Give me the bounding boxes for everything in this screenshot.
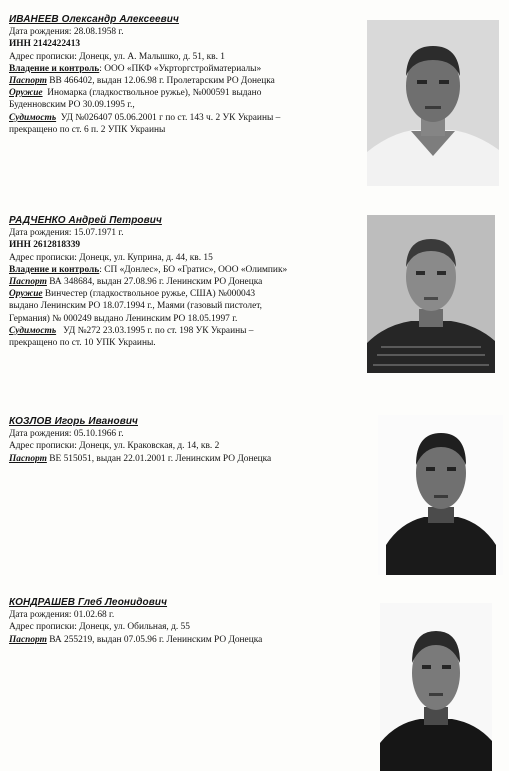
weapon-label: Оружие — [9, 289, 43, 300]
person-3-details — [9, 416, 354, 465]
weapon-value-cont: Буденновским РО 30.09.1995 г., — [9, 100, 135, 111]
person-record-1 — [0, 0, 509, 195]
weapon-label: Оружие — [9, 88, 43, 99]
control-label: Владение и контроль — [9, 264, 100, 275]
person-1-name: ИВАНЕЕВ Олександр Алексеевич — [9, 14, 179, 25]
person-1-photo — [367, 20, 499, 186]
person-2-details — [9, 215, 354, 349]
inn-label: ИНН — [9, 39, 31, 50]
person-4-photo — [380, 603, 492, 771]
dob-label: Дата рождения: — [9, 228, 72, 239]
dob-value: 01.02.68 г. — [73, 610, 115, 621]
weapon-value-cont-2: Германия) № 000249 выдано Ленинским РО 18.05.1997 г. — [9, 313, 238, 324]
record-value: УД №026407 05.06.2001 г по ст. 143 ч. 2 УК Украины – — [60, 112, 281, 123]
person-1-details — [9, 14, 354, 136]
person-4-details — [9, 597, 354, 646]
dob-value: 28.08.1958 г. — [73, 27, 124, 38]
record-value-cont: прекращено по ст. 10 УПК Украины. — [9, 338, 156, 349]
address-value: Донецк, ул. А. Малышко, д. 51, кв. 1 — [79, 51, 225, 62]
passport-value: ВА 348684, выдан 27.08.96 г. Ленинским РО Донецка — [49, 277, 263, 288]
address-value: Донецк, ул. Краковская, д. 14, кв. 2 — [79, 441, 220, 452]
address-value: Донецк, ул. Куприна, д. 44, кв. 15 — [79, 252, 213, 263]
person-record-3 — [0, 390, 509, 575]
weapon-value: Иномарка (гладкоствольное ружье), №000591 выдано — [47, 88, 262, 99]
passport-label: Паспорт — [9, 634, 47, 645]
inn-label: ИНН — [9, 240, 31, 251]
weapon-value: Винчестер (гладкоствольное ружье, США) №000043 — [44, 289, 256, 300]
dob-label: Дата рождения: — [9, 429, 72, 440]
person-3-photo — [378, 415, 503, 575]
passport-value: ВА 255219, выдан 07.05.96 г. Ленинским РО Донецка — [49, 634, 263, 645]
inn-value: 2142422413 — [33, 39, 81, 50]
record-label: Судимость — [9, 325, 57, 336]
address-label: Адрес прописки: — [9, 622, 77, 633]
inn-value: 2612818339 — [33, 240, 81, 251]
address-value: Донецк, ул. Обильная, д. 55 — [79, 622, 190, 633]
dob-value: 05.10.1966 г. — [73, 429, 124, 440]
dob-label: Дата рождения: — [9, 27, 72, 38]
person-3-name: КОЗЛОВ Игорь Иванович — [9, 416, 138, 427]
record-value-cont: прекращено по ст. 6 п. 2 УПК Украины — [9, 124, 166, 135]
control-label: Владение и контроль — [9, 63, 100, 74]
control-value: : ООО «ПКФ «Укрторгстройматериалы» — [99, 63, 262, 74]
address-label: Адрес прописки: — [9, 51, 77, 62]
dob-value: 15.07.1971 г. — [73, 228, 124, 239]
weapon-value-cont: выдано Ленинским РО 18.07.1994 г., Маями (газовый пистолет, — [9, 301, 262, 312]
person-record-2 — [0, 195, 509, 390]
passport-label: Паспорт — [9, 277, 47, 288]
record-label: Судимость — [9, 112, 57, 123]
person-record-4 — [0, 575, 509, 771]
record-value: УД №272 23.03.1995 г. по ст. 198 УК Украины – — [63, 325, 254, 336]
person-4-name: КОНДРАШЕВ Глеб Леонидович — [9, 597, 168, 608]
address-label: Адрес прописки: — [9, 441, 77, 452]
passport-value: ВВ 466402, выдан 12.06.98 г. Пролетарским РО Донецка — [49, 76, 275, 87]
passport-label: Паспорт — [9, 76, 47, 87]
person-2-photo — [367, 215, 495, 373]
person-2-name: РАДЧЕНКО Андрей Петрович — [9, 215, 162, 226]
dob-label: Дата рождения: — [9, 610, 72, 621]
address-label: Адрес прописки: — [9, 252, 77, 263]
passport-label: Паспорт — [9, 453, 47, 464]
control-value: : СП «Донлес», БО «Гратис», ООО «Олимпик» — [99, 264, 288, 275]
passport-value: ВЕ 515051, выдан 22.01.2001 г. Ленинским РО Донецка — [49, 453, 272, 464]
